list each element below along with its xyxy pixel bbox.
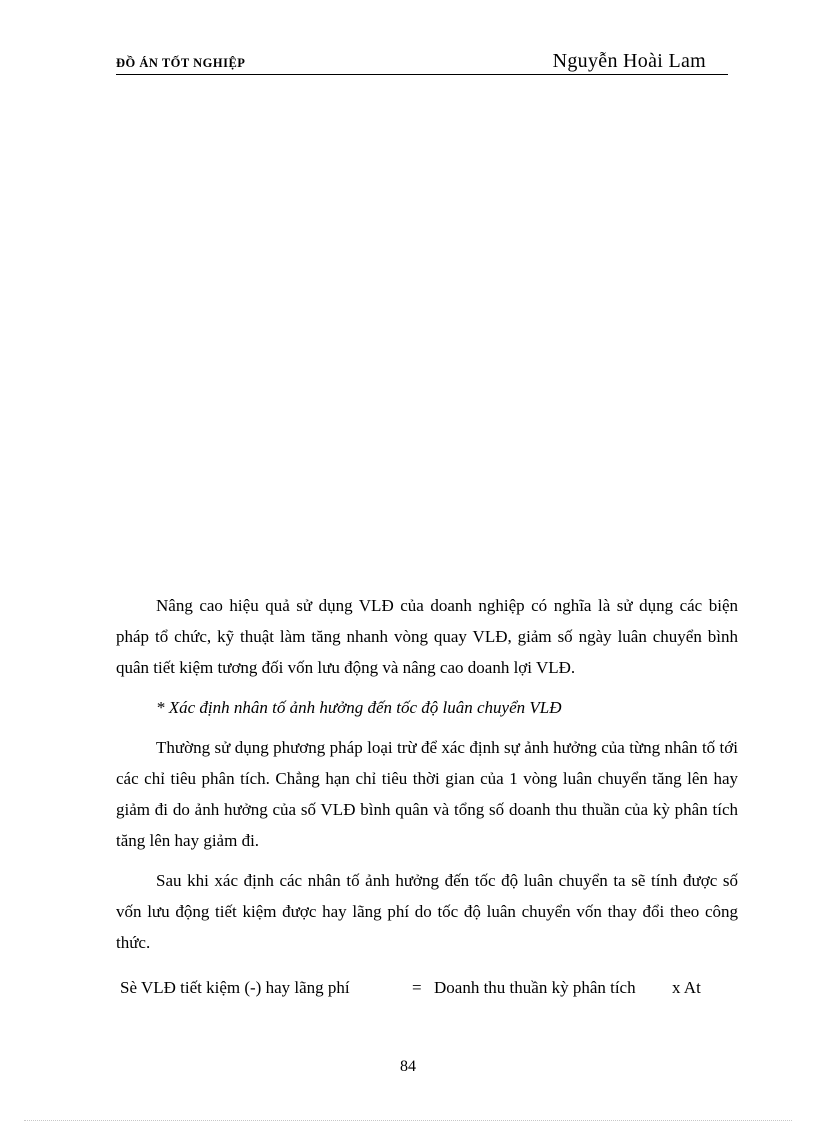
section-heading: * Xác định nhân tố ảnh hưởng đến tốc độ luân chuyển VLĐ bbox=[156, 698, 562, 717]
formula-numerator: Doanh thu thuần kỳ phân tích bbox=[434, 978, 636, 997]
main-text bbox=[116, 590, 738, 958]
paragraph-intro: Nâng cao hiệu quả sử dụng VLĐ của doanh nghiệp có nghĩa là sử dụng các biện pháp tổ chức, kỹ thuật làm tăng nhanh vòng quay VLĐ, giảm số ngày luân chuyển bình quân tiết kiệm tương đối vốn lưu động và nâng cao doanh lợi VLĐ. bbox=[116, 596, 738, 677]
document-title: ĐỒ ÁN TỐT NGHIỆP bbox=[116, 56, 246, 70]
formula-multiplier: x At bbox=[672, 978, 701, 997]
page-header bbox=[116, 50, 728, 75]
page-bottom-divider bbox=[24, 1120, 792, 1121]
formula-left-side: Sè VLĐ tiết kiệm (-) hay lãng phí bbox=[120, 978, 350, 997]
formula-equals: = bbox=[412, 978, 422, 997]
paragraph-formula-intro: Sau khi xác định các nhân tố ảnh hưởng đến tốc độ luân chuyển ta sẽ tính được số vốn lưu động tiết kiệm được hay lãng phí do tốc độ luân chuyển vốn thay đổi theo công thức. bbox=[116, 871, 738, 952]
author-name: Nguyễn Hoài Lam bbox=[552, 50, 706, 72]
formula-line bbox=[120, 978, 740, 998]
page-number: 84 bbox=[400, 1058, 416, 1075]
paragraph-method: Thường sử dụng phương pháp loại trừ để xác định sự ảnh hưởng của từng nhân tố tới các chỉ tiêu phân tích. Chẳng hạn chỉ tiêu thời gian của 1 vòng luân chuyển tăng lên hay giảm đi do ảnh hưởng của số VLĐ bình quân và tổng số doanh thu thuần của kỳ phân tích tăng lên hay giảm đi. bbox=[116, 738, 738, 850]
